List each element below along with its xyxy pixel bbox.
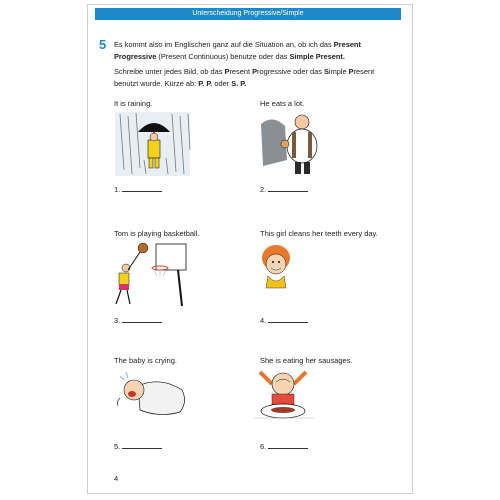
page-number: 4 [114,474,119,483]
answer-field-4[interactable]: 4. [260,315,308,325]
sentence-1: It is raining. [114,99,153,108]
exercise-instructions [114,39,399,93]
instruction-paragraph-2: Schreibe unter jedes Bild, ob das Present Progressive oder das Simple Present benutzt wurde. Kürze ab: P. P. oder S. P. [114,67,375,88]
answer-field-1[interactable]: 1. [114,184,162,194]
rain-illustration [110,110,195,180]
answer-field-6[interactable]: 6. [260,441,308,451]
sentence-5: The baby is crying. [114,356,177,365]
sentence-6: She is eating her sausages. [260,356,353,365]
answer-field-3[interactable]: 3. [114,315,162,325]
answer-field-5[interactable]: 5. [114,441,162,451]
answer-field-2[interactable]: 2. [260,184,308,194]
crying-baby-illustration [110,368,190,420]
sentence-2: He eats a lot. [260,99,305,108]
sentence-4: This girl cleans her teeth every day. [260,229,378,238]
girl-cleaning-teeth-illustration [258,242,298,292]
man-eating-illustration [255,110,330,180]
sentence-3: Tom is playing basketball. [114,229,200,238]
header-banner [95,8,401,20]
header-title: Unterscheidung Progressive/Simple [192,10,304,17]
girl-eating-sausages-illustration [250,366,320,424]
instruction-paragraph-1: Es kommt also im Englischen ganz auf die Situation an, ob ich das Present Progressive (Present Continuous) benutze oder das Simple Present. [114,40,361,61]
basketball-illustration [110,240,190,310]
exercise-number: 5 [99,37,107,52]
